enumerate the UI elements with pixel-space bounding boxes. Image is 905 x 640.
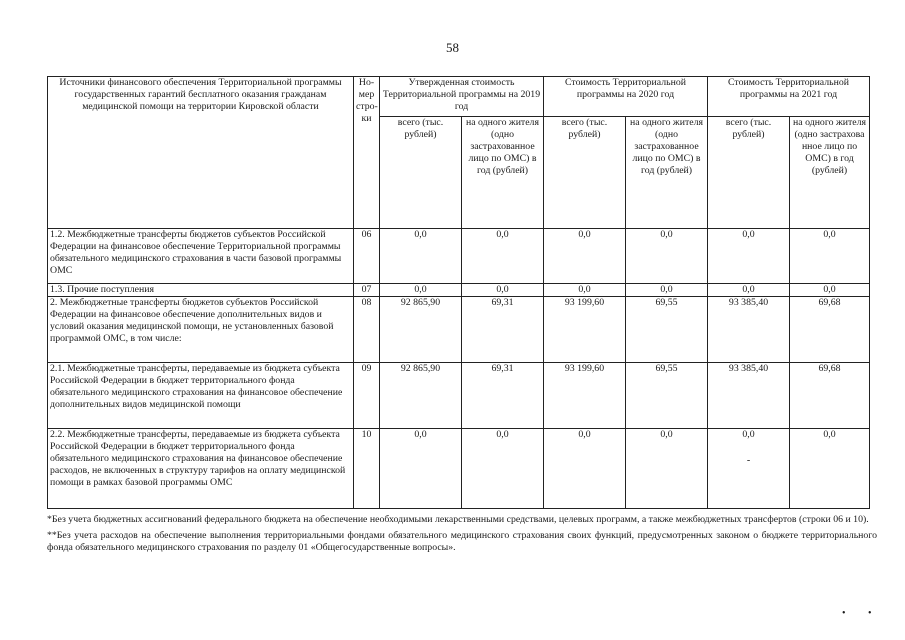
footnote-2: **Без учета расходов на обеспечение выполнения территориальными фондами обязательного медицинского страхования своих функций, предусмотренных законом о бюджете территориального фонда обязательного медицинского страхования по разделу 01 «Общегосударственные вопросы». — [47, 529, 877, 553]
per-person-2020-cell: 69,55 — [626, 297, 708, 363]
total-2020-cell: 93 199,60 — [544, 363, 626, 429]
header-source: Источники финансового обеспечения Территориальной программы государственных гарантий бесплатного оказания гражданам медицинской помощи на территории Кировской области — [48, 77, 354, 229]
page-number: 58 — [446, 40, 459, 55]
source-cell: 2.2. Межбюджетные трансферты, передаваемые из бюджета субъекта Российской Федерации в бюджет территориального фонда обязательного медицинского страхования на финансовое обеспечение расходов, не включенных в структуру тарифов на оплату медицинской помощи в рамках базовой программы ОМС — [48, 429, 354, 509]
header-row-number: Но-мер стро-ки — [354, 77, 380, 229]
per-person-2021-cell: 69,68 — [790, 297, 870, 363]
header-2021-per-person: на одного жителя (одно застрахова нное лицо по ОМС) в год (рублей) — [790, 117, 870, 229]
per-person-2019-cell: 0,0 — [462, 229, 544, 284]
row-number-cell: 06 — [354, 229, 380, 284]
dash-mark: - — [746, 455, 751, 466]
source-cell: 1.3. Прочие поступления — [48, 284, 354, 297]
total-2021-cell: 0,0 — [708, 229, 790, 284]
per-person-2019-cell: 0,0 — [462, 284, 544, 297]
table-row — [48, 297, 870, 363]
table-row — [48, 229, 870, 284]
per-person-2021-cell: 0,0 — [790, 429, 870, 509]
table-row — [48, 429, 870, 509]
per-person-2019-cell: 69,31 — [462, 297, 544, 363]
header-2021: Стоимость Территориальной программы на 2021 год — [708, 77, 870, 117]
table-row — [48, 363, 870, 429]
header-2020-per-person: на одного жителя (одно застрахованное лицо по ОМС) в год (рублей) — [626, 117, 708, 229]
per-person-2020-cell: 0,0 — [626, 284, 708, 297]
scan-mark: • — [842, 608, 846, 619]
per-person-2019-cell: 69,31 — [462, 363, 544, 429]
per-person-2021-cell: 0,0 — [790, 229, 870, 284]
source-cell: 2. Межбюджетные трансферты бюджетов субъектов Российской Федерации на финансовое обеспечение дополнительных видов и условий оказания медицинской помощи, не установленных базовой программой ОМС, в том числе: — [48, 297, 354, 363]
total-2019-cell: 92 865,90 — [380, 297, 462, 363]
per-person-2019-cell: 0,0 — [462, 429, 544, 509]
header-2019: Утвержденная стоимость Территориальной программы на 2019 год — [380, 77, 544, 117]
per-person-2020-cell: 69,55 — [626, 363, 708, 429]
source-cell: 1.2. Межбюджетные трансферты бюджетов субъектов Российской Федерации на финансовое обеспечение Территориальной программы обязательного медицинского страхования в части базовой программы ОМС — [48, 229, 354, 284]
header-2019-per-person: на одного жителя (одно застрахованное лицо по ОМС) в год (рублей) — [462, 117, 544, 229]
row-number-cell: 07 — [354, 284, 380, 297]
total-2021-cell: 0,0 — [708, 284, 790, 297]
total-2021-cell: 0,0 — [742, 429, 755, 440]
total-2019-cell: 92 865,90 — [380, 363, 462, 429]
header-2020: Стоимость Территориальной программы на 2020 год — [544, 77, 708, 117]
source-cell: 2.1. Межбюджетные трансферты, передаваемые из бюджета субъекта Российской Федерации в бюджет территориального фонда обязательного медицинского страхования на финансовое обеспечение дополнительных видов медицинской помощи — [48, 363, 354, 429]
scan-mark: • — [868, 608, 872, 619]
financing-table — [47, 76, 870, 509]
header-2019-total: всего (тыс. рублей) — [380, 117, 462, 229]
header-2021-total: всего (тыс. рублей) — [708, 117, 790, 229]
total-2020-cell: 0,0 — [544, 229, 626, 284]
total-2021-cell: 93 385,40 — [708, 363, 790, 429]
per-person-2021-cell: 69,68 — [790, 363, 870, 429]
footnote-1: *Без учета бюджетных ассигнований федерального бюджета на обеспечение необходимыми лекарственными средствами, целевых программ, а также межбюджетных трансфертов (строки 06 и 10). — [47, 514, 869, 525]
footnotes — [47, 514, 877, 558]
per-person-2021-cell: 0,0 — [790, 284, 870, 297]
total-2020-cell: 93 199,60 — [544, 297, 626, 363]
total-2019-cell: 0,0 — [380, 229, 462, 284]
total-2021-cell-wrap — [708, 429, 790, 509]
total-2020-cell: 0,0 — [544, 429, 626, 509]
total-2020-cell: 0,0 — [544, 284, 626, 297]
total-2021-cell: 93 385,40 — [708, 297, 790, 363]
row-number-cell: 08 — [354, 297, 380, 363]
per-person-2020-cell: 0,0 — [626, 429, 708, 509]
row-number-cell: 09 — [354, 363, 380, 429]
total-2019-cell: 0,0 — [380, 284, 462, 297]
row-number-cell: 10 — [354, 429, 380, 509]
header-2020-total: всего (тыс. рублей) — [544, 117, 626, 229]
per-person-2020-cell: 0,0 — [626, 229, 708, 284]
table-row — [48, 284, 870, 297]
total-2019-cell: 0,0 — [380, 429, 462, 509]
